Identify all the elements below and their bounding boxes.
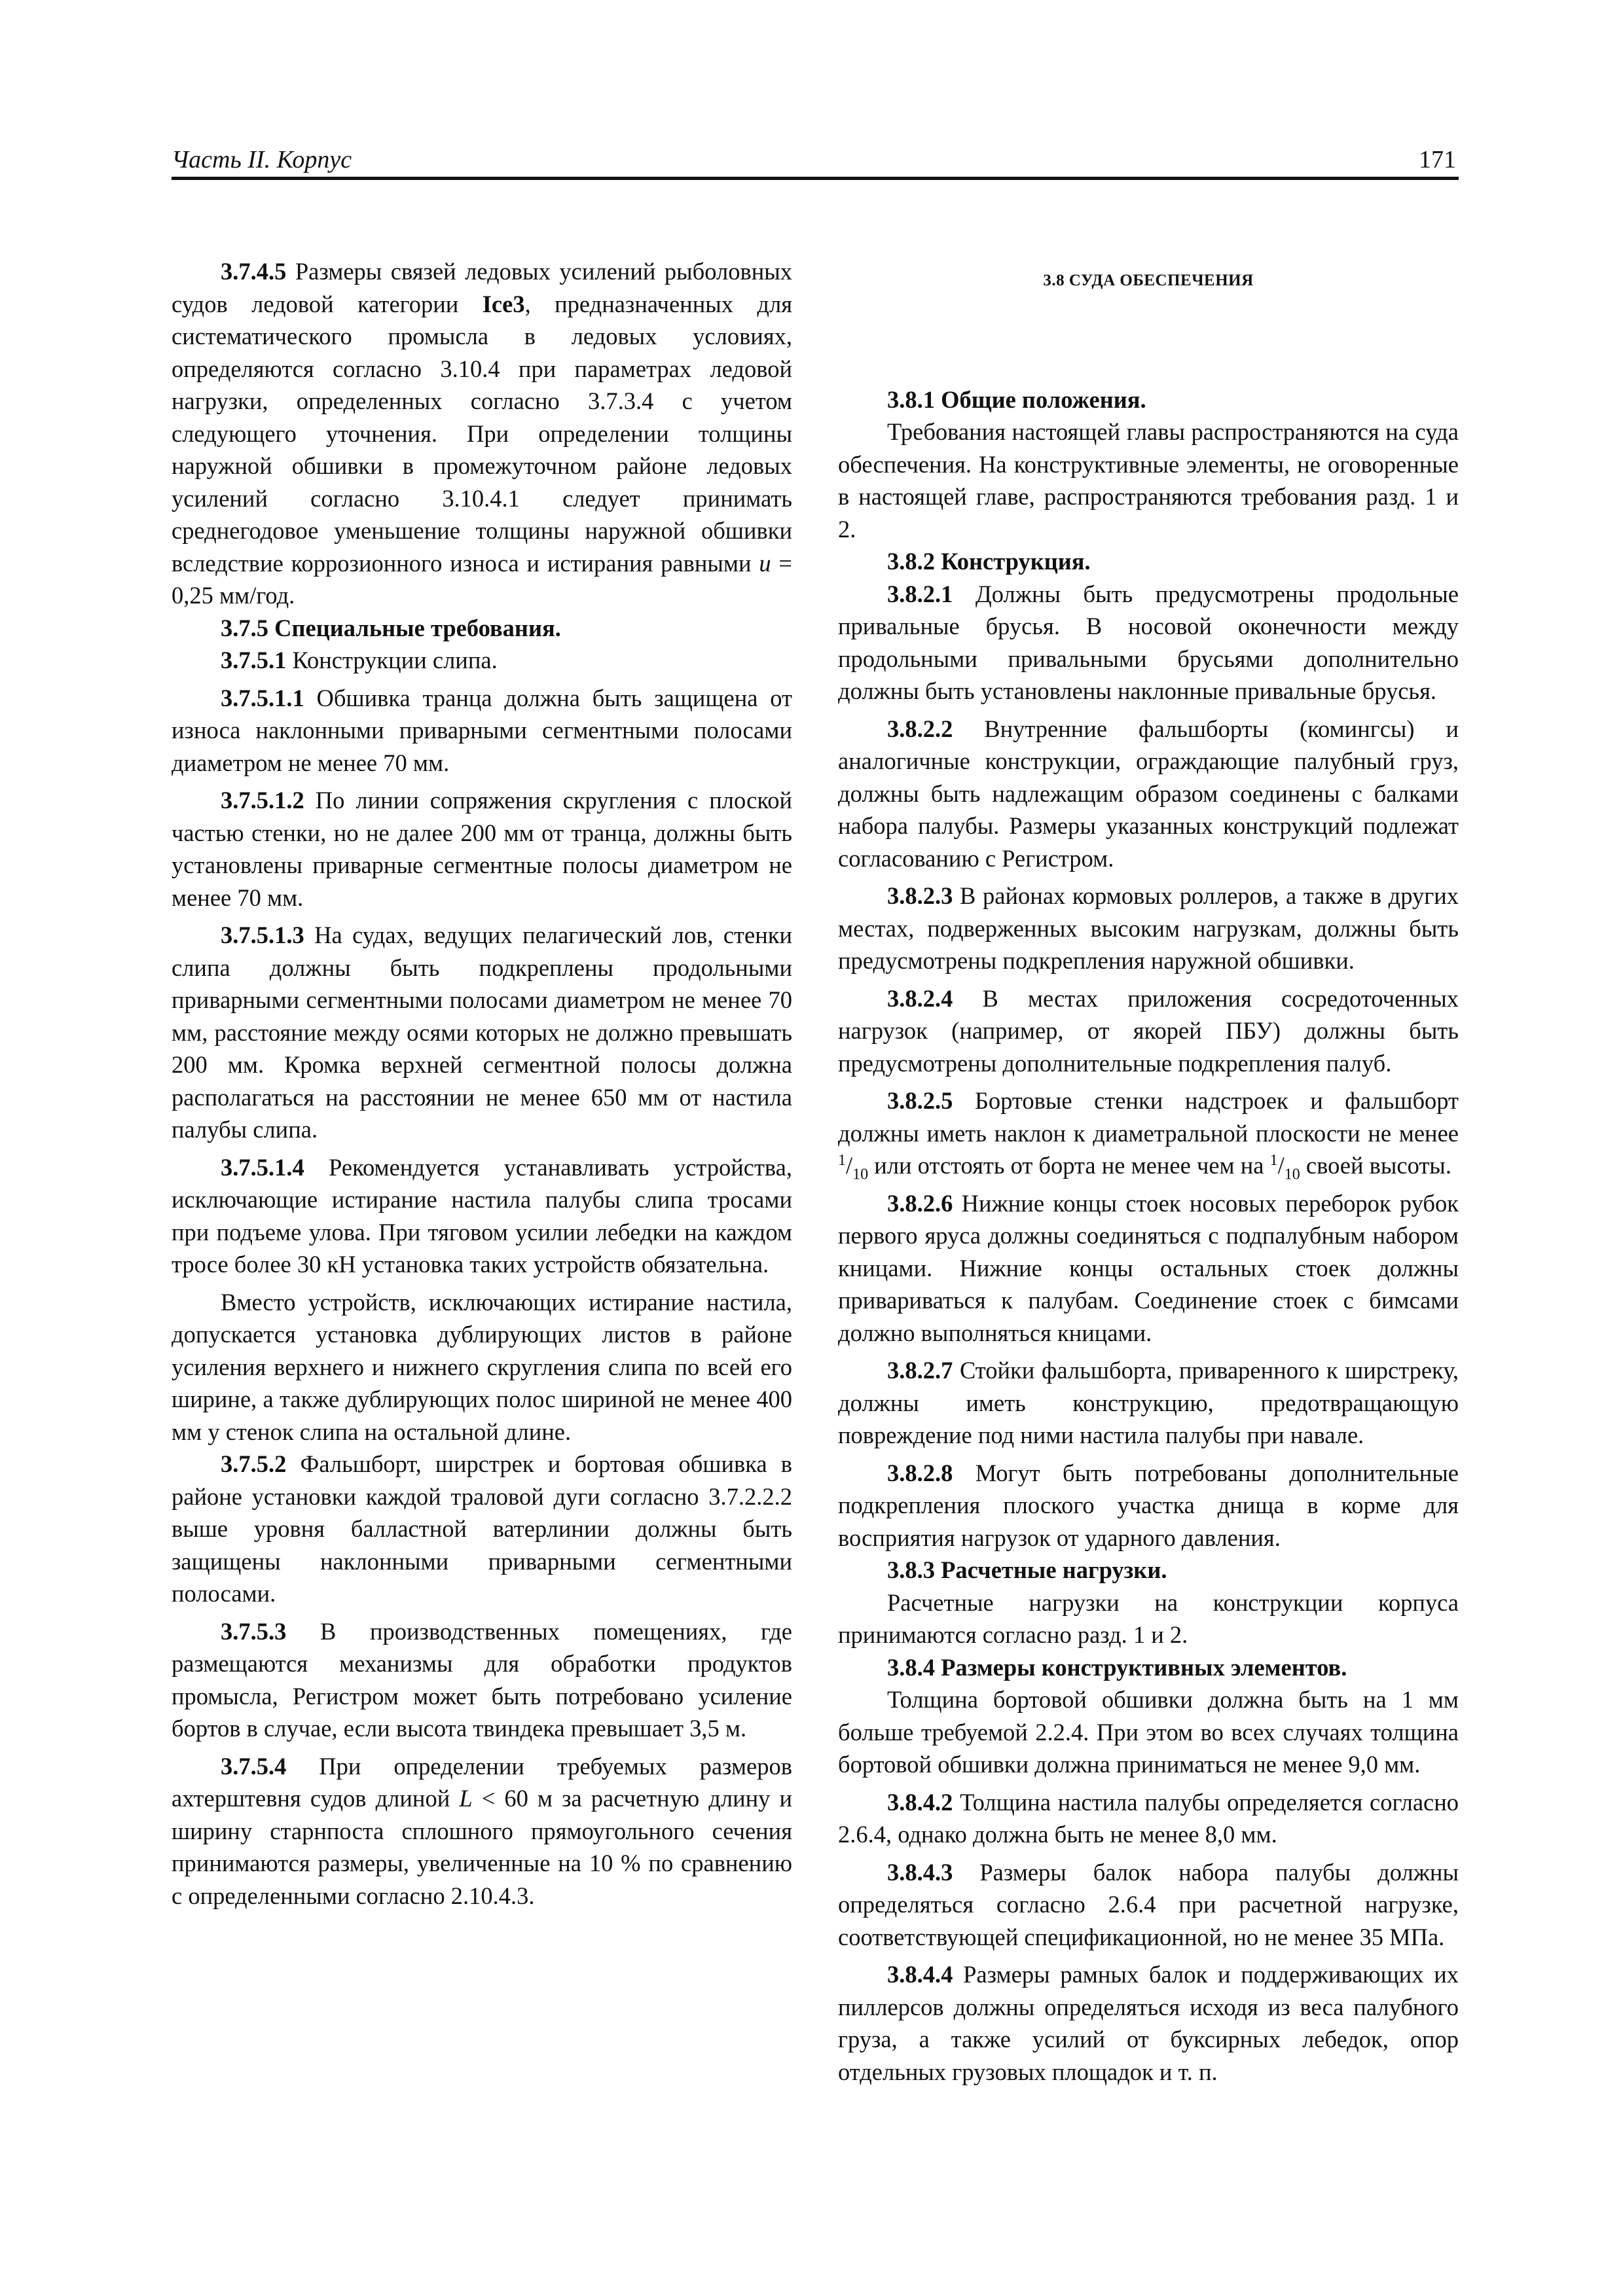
paragraph-3-7-5-1-1 <box>172 682 792 780</box>
variable-u: u <box>759 549 771 577</box>
fraction-denominator: 10 <box>1284 1166 1300 1183</box>
paragraph-text: Размеры связей ледовых усилений рыболовных судов ледовой категории <box>172 258 792 317</box>
paragraph-text: В местах приложения сосредоточенных нагрузок (например, от якорей ПБУ) должны быть предусмотрены дополнительные подкрепления палуб. <box>838 984 1459 1077</box>
clause-number: 3.7.5.4 <box>221 1752 287 1780</box>
paragraph-text: Стойки фальшборта, приваренного к ширстреку, должны иметь конструкцию, предотвращающую повреждение под ними настила палубы при навале. <box>838 1357 1459 1448</box>
clause-number: 3.7.5.1 <box>221 647 287 673</box>
paragraph-3-7-5-1-3 <box>172 919 792 1146</box>
section-title-3-8: 3.8 СУДА ОБЕСПЕЧЕНИЯ <box>1043 272 1254 289</box>
header-title: Часть II. Корпус <box>172 146 352 173</box>
paragraph-text: Фальшборт, ширстрек и бортовая обшивка в районе установки каждой траловой дуги согласно 3.7.2.2.2 выше уровня балластной ватерлинии должны быть защищены наклонными приварными сегментными полосами. <box>172 1450 792 1607</box>
paragraph-3-7-5-1-2 <box>172 784 792 914</box>
paragraph-3-7-4-5 <box>172 255 792 612</box>
paragraph-text: Бортовые стенки надстроек и фальшборт должны иметь наклон к диаметральной плоскости не менее <box>838 1087 1459 1147</box>
paragraph-3-8-4: Толщина бортовой обшивки должна быть на 1 мм больше требуемой 2.2.4. При этом во всех случаях толщина бортовой обшивки должна приниматься не менее 9,0 мм. <box>838 1686 1459 1778</box>
clause-number: 3.8.2.2 <box>887 715 953 742</box>
fraction-numerator: 1 <box>838 1151 846 1169</box>
paragraph-3-8-4-4 <box>838 1958 1459 2088</box>
paragraph-3-7-5-3 <box>172 1615 792 1745</box>
clause-number: 3.7.4.5 <box>221 258 287 285</box>
paragraph-3-8-2-2 <box>838 713 1459 875</box>
paragraph-3-7-5-4 <box>172 1750 792 1912</box>
paragraph-text: < 60 м за расчетную длину и ширину старнпоста сплошного прямоугольного сечения принимаются размеры, увеличенные на 10 % по сравнению с определенными согласно 2.10.4.3. <box>172 1785 792 1909</box>
clause-number: 3.8.2.6 <box>887 1189 953 1217</box>
paragraph-text: Могут быть потребованы дополнительные подкрепления плоского участка днища в корме для восприятия нагрузок от ударного давления. <box>838 1459 1459 1551</box>
paragraph-text: , предназначенных для систематического промысла в ледовых условиях, определяются согласно 3.10.4 при параметрах ледовой нагрузки, определенных согласно 3.7.3.4 с учетом следующего уточнения. При определении толщины наружной обшивки в промежуточном районе ледовых усилений согласно 3.10.4.1 следует принимать среднегодовое уменьшение толщины наружной обшивки вследствие коррозионного износа и истирания равными <box>172 290 793 577</box>
paragraph-text: Внутренние фальшборты (комингсы) и аналогичные конструкции, ограждающие палубный груз, должны быть надлежащим образом соединены с балками набора палубы. Размеры указанных конструкций подлежат согласованию с Регистром. <box>838 715 1459 872</box>
paragraph-text: В производственных помещениях, где размещаются механизмы для обработки продуктов промысла, Регистром может быть потребовано усиление бортов в случае, если высота твиндека превышает 3,5 м. <box>172 1617 792 1742</box>
clause-number: 3.7.5.3 <box>221 1617 287 1645</box>
paragraph-3-8-2-4 <box>838 982 1459 1080</box>
clause-number: 3.7.5.1.4 <box>221 1153 304 1181</box>
paragraph-3-8-2-6 <box>838 1187 1459 1350</box>
clause-number: 3.8.2.7 <box>887 1357 953 1384</box>
paragraph-3-8-4-2 <box>838 1786 1459 1851</box>
right-column <box>838 255 1459 2088</box>
paragraph-3-8-4-3 <box>838 1856 1459 1954</box>
heading-3-8-1: 3.8.1 Общие положения. <box>887 386 1146 413</box>
paragraph-text: Нижние концы стоек носовых переборок рубок первого яруса должны соединяться с подпалубным набором кницами. Нижние концы остальных стоек должны привариваться к палубам. Соединение стоек с бимсами должно выполняться кницами. <box>838 1189 1459 1346</box>
clause-number: 3.8.2.1 <box>887 580 953 607</box>
clause-number: 3.7.5.1.2 <box>221 787 304 814</box>
paragraph-text: По линии сопряжения скругления с плоской частью стенки, но не далее 200 мм от транца, должны быть установлены приварные сегментные полосы диаметром не менее 70 мм. <box>172 787 792 911</box>
clause-number: 3.8.2.3 <box>887 882 953 909</box>
paragraph-3-8-2-8 <box>838 1457 1459 1554</box>
paragraph-3-7-5-1 <box>172 644 792 677</box>
page-number: 171 <box>1419 146 1456 173</box>
paragraph-3-8-1: Требования настоящей главы распространяются на суда обеспечения. На конструктивные элементы, не оговоренные в настоящей главе, распространяются требования разд. 1 и 2. <box>838 418 1459 543</box>
paragraph-text: Должны быть предусмотрены продольные привальные брусья. В носовой оконечности между продольными привальными брусьями дополнительно должны быть установлены наклонные привальные брусья. <box>838 580 1459 704</box>
clause-number: 3.8.4.4 <box>887 1961 953 1988</box>
paragraph-text: На судах, ведущих пелагический лов, стенки слипа должны быть подкреплены продольными приварными сегментными полосами диаметром не менее 70 мм, расстояние между осями которых не должно превышать 200 мм. Кромка верхней сегментной полосы должна располагаться на расстоянии не менее 650 мм от настила палубы слипа. <box>172 922 792 1143</box>
heading-3-8-3: 3.8.3 Расчетные нагрузки. <box>887 1556 1167 1583</box>
paragraph-text: При определении требуемых размеров ахтерштевня судов длиной <box>172 1752 792 1812</box>
variable-L: L <box>459 1785 473 1812</box>
heading-3-8-2: 3.8.2 Конструкция. <box>887 548 1091 575</box>
heading-3-8-4: 3.8.4 Размеры конструктивных элементов. <box>887 1653 1347 1681</box>
heading-3-7-5: 3.7.5 Специальные требования. <box>221 614 561 641</box>
paragraph-text: Размеры балок набора палубы должны определяться согласно 2.6.4 при расчетной нагрузке, соответствующей спецификационной, но не менее 35 МПа. <box>838 1858 1459 1950</box>
clause-number: 3.8.4.2 <box>887 1788 953 1816</box>
left-column <box>172 255 792 1912</box>
clause-number: 3.8.2.5 <box>887 1087 953 1114</box>
paragraph-text: Толщина настила палубы определяется согласно 2.6.4, однако должна быть не менее 8,0 мм. <box>838 1788 1459 1848</box>
paragraph-text: В районах кормовых роллеров, а также в других местах, подверженных высоким нагрузкам, должны быть предусмотрены подкрепления наружной обшивки. <box>838 882 1459 974</box>
running-header <box>172 145 1459 178</box>
paragraph-3-8-3: Расчетные нагрузки на конструкции корпуса принимаются согласно разд. 1 и 2. <box>838 1588 1459 1648</box>
clause-number: 3.7.5.1.1 <box>221 684 304 711</box>
paragraph-text: Рекомендуется устанавливать устройства, исключающие истирание настила палубы слипа тросами при подъеме улова. При тяговом усилии лебедки на каждом тросе более 30 кН установка таких устройств обязательна. <box>172 1153 792 1278</box>
paragraph-text: = 0,25 мм/год. <box>172 549 792 609</box>
ice-class: Ice3 <box>482 290 525 317</box>
fraction-denominator: 10 <box>852 1166 869 1183</box>
header-rule <box>172 177 1459 180</box>
clause-number: 3.8.4.3 <box>887 1858 953 1886</box>
clause-number: 3.7.5.1.3 <box>221 922 304 948</box>
clause-number: 3.8.2.8 <box>887 1459 953 1486</box>
paragraph-3-8-2-3 <box>838 880 1459 977</box>
clause-number: 3.8.2.4 <box>887 984 953 1012</box>
paragraph-3-8-2-5 <box>838 1085 1459 1182</box>
fraction-numerator: 1 <box>1269 1151 1278 1169</box>
paragraph-3-8-2-7 <box>838 1354 1459 1452</box>
fraction-one-tenth: $^1/_{10}$ <box>1269 1151 1300 1183</box>
paragraph-text: Обшивка транца должна быть защищена от износа наклонными приварными сегментными полосами диаметром не менее 70 мм. <box>172 684 792 776</box>
paragraph-text: Размеры рамных балок и поддерживающих их пиллерсов должны определяться исходя из веса палубного груза, а также усилий от буксирных лебедок, опор отдельных грузовых площадок и т. п. <box>838 1961 1459 2085</box>
paragraph-3-7-5-1-4 <box>172 1151 792 1281</box>
paragraph-instead: Вместо устройств, исключающих истирание настила, допускается установка дублирующих листов в районе усиления верхнего и нижнего скругления слипа по всей его ширине, а также дублирующих полос шириной не менее 400 мм у стенок слипа на остальной длине. <box>172 1288 792 1445</box>
clause-number: 3.7.5.2 <box>221 1450 287 1477</box>
paragraph-text: Конструкции слипа. <box>286 647 498 673</box>
fraction-one-tenth: $^1/_{10}$ <box>838 1151 869 1183</box>
paragraph-3-7-5-2 <box>172 1448 792 1610</box>
paragraph-text: своей высоты. <box>1300 1152 1451 1179</box>
paragraph-text: или отстоять от борта не менее чем на <box>868 1152 1270 1179</box>
paragraph-3-8-2-1 <box>838 578 1459 708</box>
